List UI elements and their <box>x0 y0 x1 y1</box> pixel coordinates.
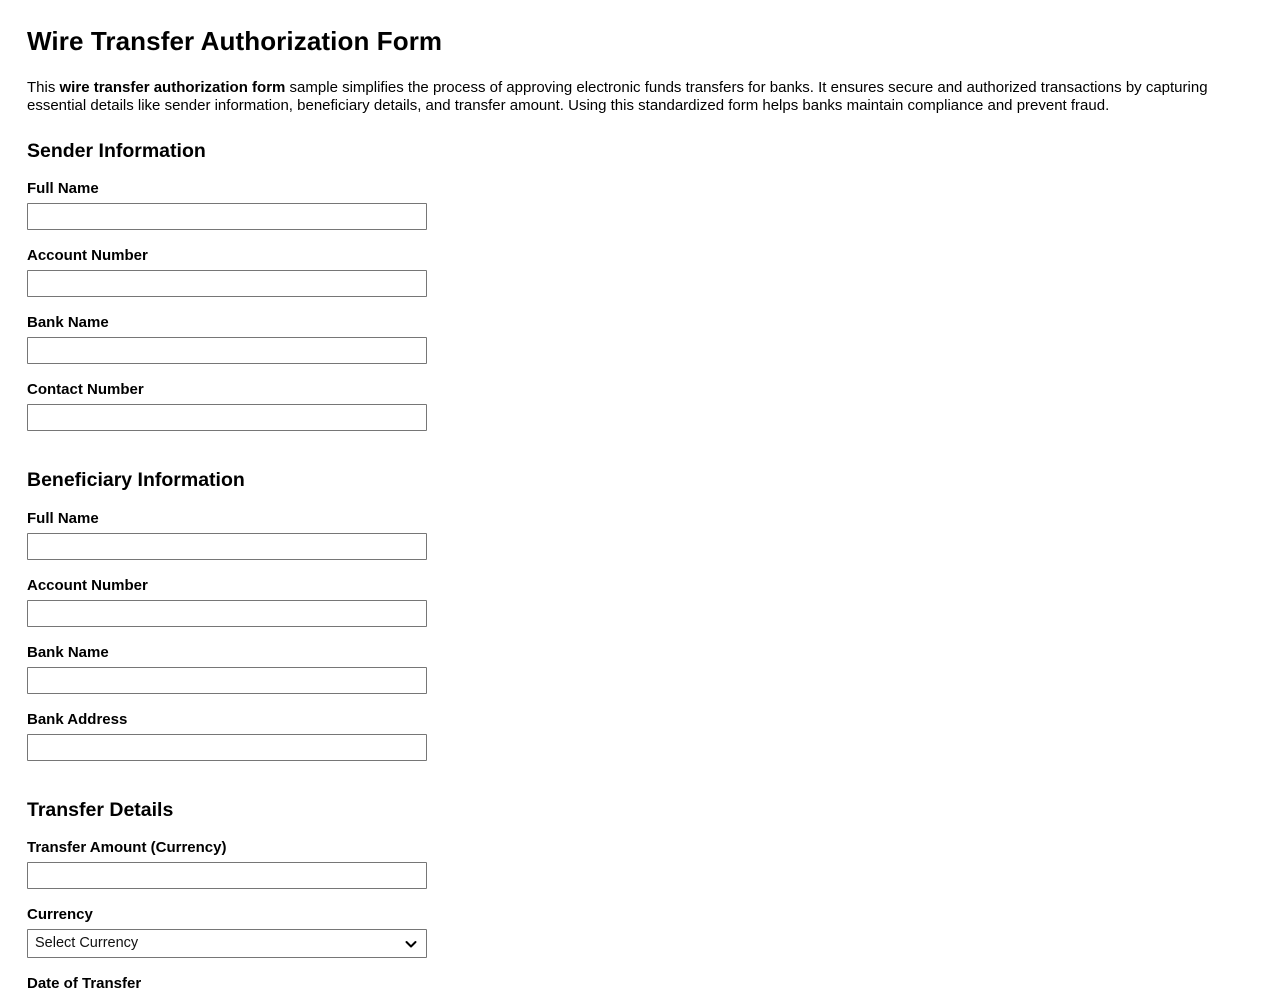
input-sender-account-number[interactable] <box>27 270 427 297</box>
input-beneficiary-bank-name[interactable] <box>27 667 427 694</box>
field-label-transfer-amount: Transfer Amount (Currency) <box>27 839 227 857</box>
section-spacer <box>24 431 1239 444</box>
section-spacer <box>24 761 1239 774</box>
field-sender-contact-number <box>27 381 1239 431</box>
field-label-sender-contact-number: Contact Number <box>27 381 144 399</box>
field-beneficiary-bank-name <box>27 644 1239 694</box>
field-label-beneficiary-account-number: Account Number <box>27 576 148 594</box>
field-label-sender-bank-name: Bank Name <box>27 314 109 332</box>
field-beneficiary-full-name <box>27 510 1239 560</box>
input-sender-bank-name[interactable] <box>27 337 427 364</box>
field-label-beneficiary-bank-address: Bank Address <box>27 710 128 728</box>
field-sender-account-number <box>27 247 1239 297</box>
field-currency <box>27 906 1239 958</box>
field-beneficiary-account-number <box>27 577 1239 627</box>
field-label-sender-full-name: Full Name <box>27 180 99 198</box>
field-label-sender-account-number: Account Number <box>27 247 148 265</box>
field-label-beneficiary-bank-name: Bank Name <box>27 643 109 661</box>
intro-paragraph <box>27 79 1225 115</box>
intro-text-before: This <box>27 78 60 96</box>
page-title: Wire Transfer Authorization Form <box>27 26 443 56</box>
section-heading-transfer-details: Transfer Details <box>27 798 174 821</box>
field-label-beneficiary-full-name: Full Name <box>27 509 99 527</box>
intro-text-bold: wire transfer authorization form <box>59 78 286 96</box>
field-beneficiary-bank-address <box>27 711 1239 761</box>
field-label-date-of-transfer: Date of Transfer <box>27 975 142 993</box>
field-sender-bank-name <box>27 314 1239 364</box>
section-heading-beneficiary-information: Beneficiary Information <box>27 469 245 492</box>
form-page <box>0 27 1263 993</box>
input-beneficiary-bank-address[interactable] <box>27 734 427 761</box>
field-transfer-amount <box>27 839 1239 889</box>
input-transfer-amount[interactable] <box>27 862 427 889</box>
input-beneficiary-account-number[interactable] <box>27 600 427 627</box>
currency-select[interactable]: Select Currency <box>27 929 427 958</box>
input-beneficiary-full-name[interactable] <box>27 533 427 560</box>
section-heading-sender-information: Sender Information <box>27 139 206 162</box>
field-date-of-transfer <box>27 975 1239 993</box>
currency-select-wrapper <box>27 929 427 958</box>
intro-text-after: sample simplifies the process of approving electronic funds transfers for banks. It ensures secure and authorized transactions by capturing essential details like sender information, beneficiary details, and transfer amount. Using this standardized form helps banks maintain compliance and prevent fraud. <box>27 78 1208 114</box>
field-sender-full-name <box>27 180 1239 230</box>
input-sender-full-name[interactable] <box>27 203 427 230</box>
field-label-currency: Currency <box>27 906 93 924</box>
input-sender-contact-number[interactable] <box>27 404 427 431</box>
